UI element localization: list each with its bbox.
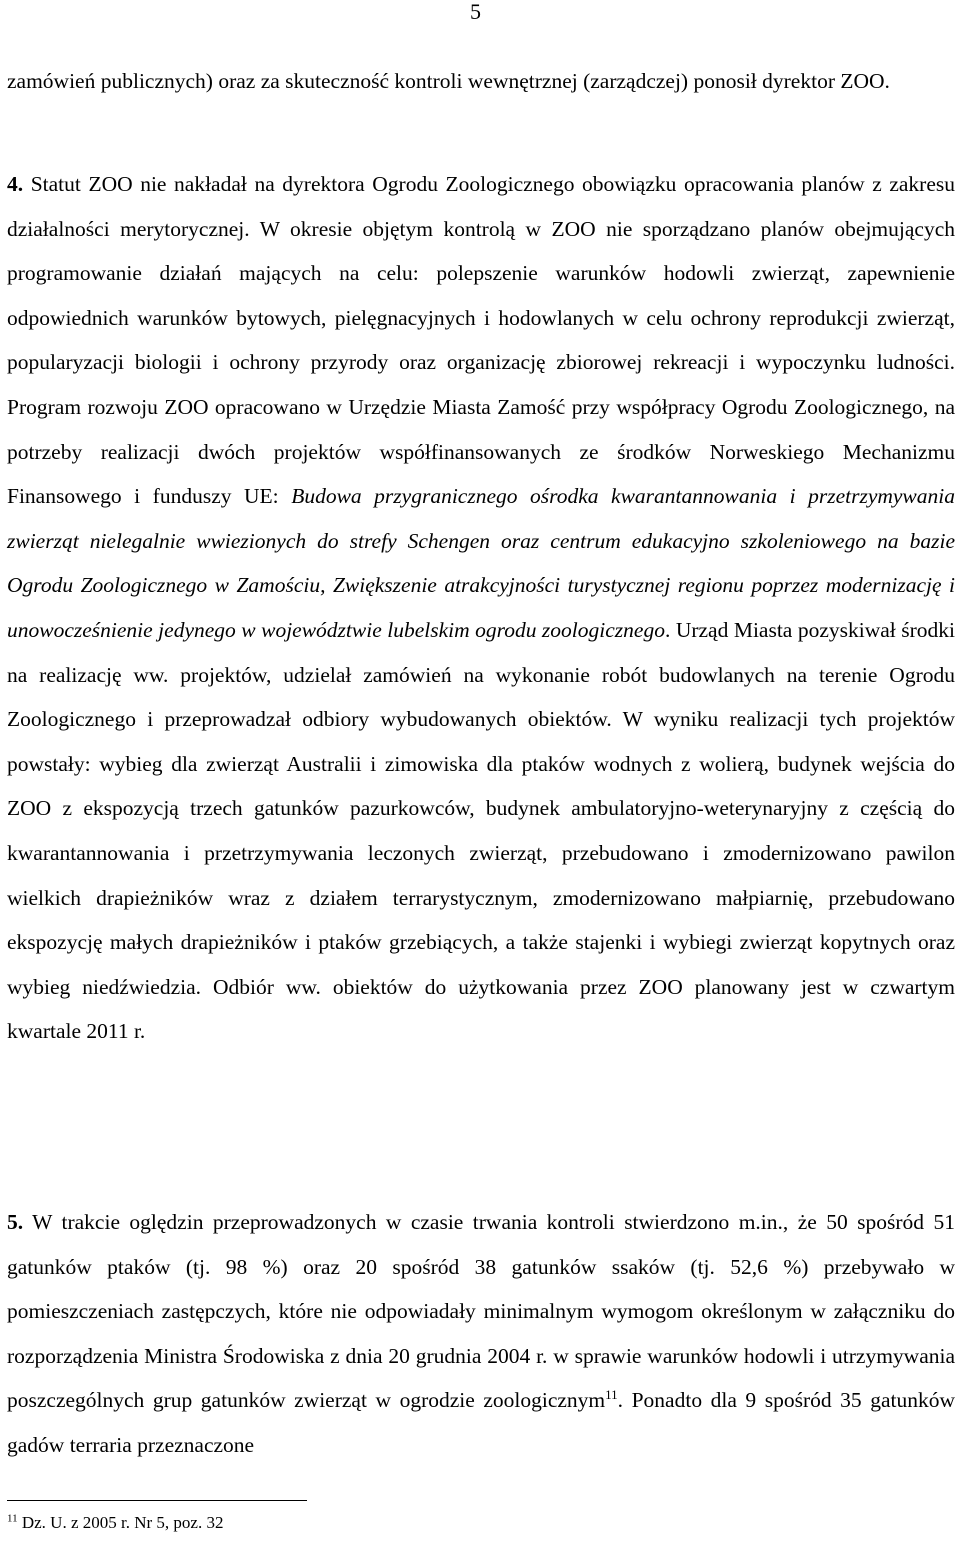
footnote-number: 11 bbox=[7, 1512, 18, 1525]
paragraph-4-number: 4. bbox=[7, 172, 24, 196]
paragraph-5-number: 5. bbox=[7, 1210, 24, 1234]
footnote-text: Dz. U. z 2005 r. Nr 5, poz. 32 bbox=[17, 1513, 224, 1532]
page-number: 5 bbox=[470, 0, 481, 24]
paragraph-continuation bbox=[7, 59, 955, 104]
paragraph-5-text-after: . Ponadto dla 9 spośród 35 gatunków gadów terraria przeznaczone bbox=[7, 1388, 955, 1457]
paragraph-4-text-after: . Urząd Miasta pozyskiwał środki na realizację ww. projektów, udzielał zamówień na wykonanie robót budowlanych na terenie Ogrodu Zoologicznego i przeprowadzał odbiory wybudowanych obiektów. W wyniku realizacji tych projektów powstały: wybieg dla zwierząt Australii i zimowiska dla ptaków wodnych z wolierą, budynek wejścia do ZOO z ekspozycją trzech gatunków pazurkowców, budynek ambulatoryjno-weterynaryjny z częścią do kwarantannowania i przetrzymywania leczonych zwierząt, przebudowano i zmodernizowano pawilon wielkich drapieżników wraz z działem terrarystycznym, zmodernizowano małpiarnię, przebudowano ekspozycję małych drapieżników i ptaków grzebiących, a także stajenki i wybiegi zwierząt kopytnych oraz wybieg niedźwiedzia. Odbiór ww. obiektów do użytkowania przez ZOO planowany jest w czwartym kwartale 2011 r. bbox=[7, 617, 955, 1044]
paragraph-4 bbox=[7, 162, 955, 1054]
footnote bbox=[7, 1512, 223, 1534]
paragraph-continuation-text: zamówień publicznych) oraz za skuteczność kontroli wewnętrznej (zarządczej) ponosił dyrektor ZOO. bbox=[7, 69, 890, 93]
paragraph-4-text-before: Statut ZOO nie nakładał na dyrektora Ogrodu Zoologicznego obowiązku opracowania planów z zakresu działalności merytorycznej. W okresie objętym kontrolą w ZOO nie sporządzano planów obejmujących programowanie działań mających na celu: polepszenie warunków hodowli zwierząt, zapewnienie odpowiednich warunków bytowych, pielęgnacyjnych i hodowlanych w celu ochrony reprodukcji zwierząt, popularyzacji biologii i ochrony przyrody oraz organizację zbiorowej rekreacji i wypoczynku ludności. Program rozwoju ZOO opracowano w Urzędzie Miasta Zamość przy współpracy Ogrodu Zoologicznego, na potrzeby realizacji dwóch projektów współfinansowanych ze środków Norweskiego Mechanizmu Finansowego i funduszy UE: bbox=[7, 172, 955, 509]
paragraph-5 bbox=[7, 1200, 955, 1468]
footnote-separator bbox=[7, 1500, 307, 1501]
project-2-title: Zwiększenie atrakcyjności turystycznej regionu poprzez modernizację i unowocześnienie jedynego w województwie lubelskim ogrodu zoologicznego bbox=[7, 573, 955, 642]
paragraph-5-text-before: W trakcie oględzin przeprowadzonych w czasie trwania kontroli stwierdzono m.in., że 50 spośród 51 gatunków ptaków (tj. 98 %) oraz 20 spośród 38 gatunków ssaków (tj. 52,6 %) przebywało w pomieszczeniach zastępczych, które nie odpowiadały minimalnym wymogom określonym w załączniku do rozporządzenia Ministra Środowiska z dnia 20 grudnia 2004 r. w sprawie warunków hodowli i utrzymywania poszczególnych grup gatunków zwierząt w ogrodzie zoologicznym bbox=[7, 1210, 955, 1413]
footnote-reference: 11 bbox=[605, 1387, 618, 1403]
project-separator: , bbox=[320, 573, 333, 598]
project-1-title: Budowa przygranicznego ośrodka kwarantannowania i przetrzymywania zwierząt nielegalnie wwiezionych do strefy Schengen oraz centrum edukacyjno szkoleniowego na bazie Ogrodu Zoologicznego w Zamościu bbox=[7, 484, 955, 598]
